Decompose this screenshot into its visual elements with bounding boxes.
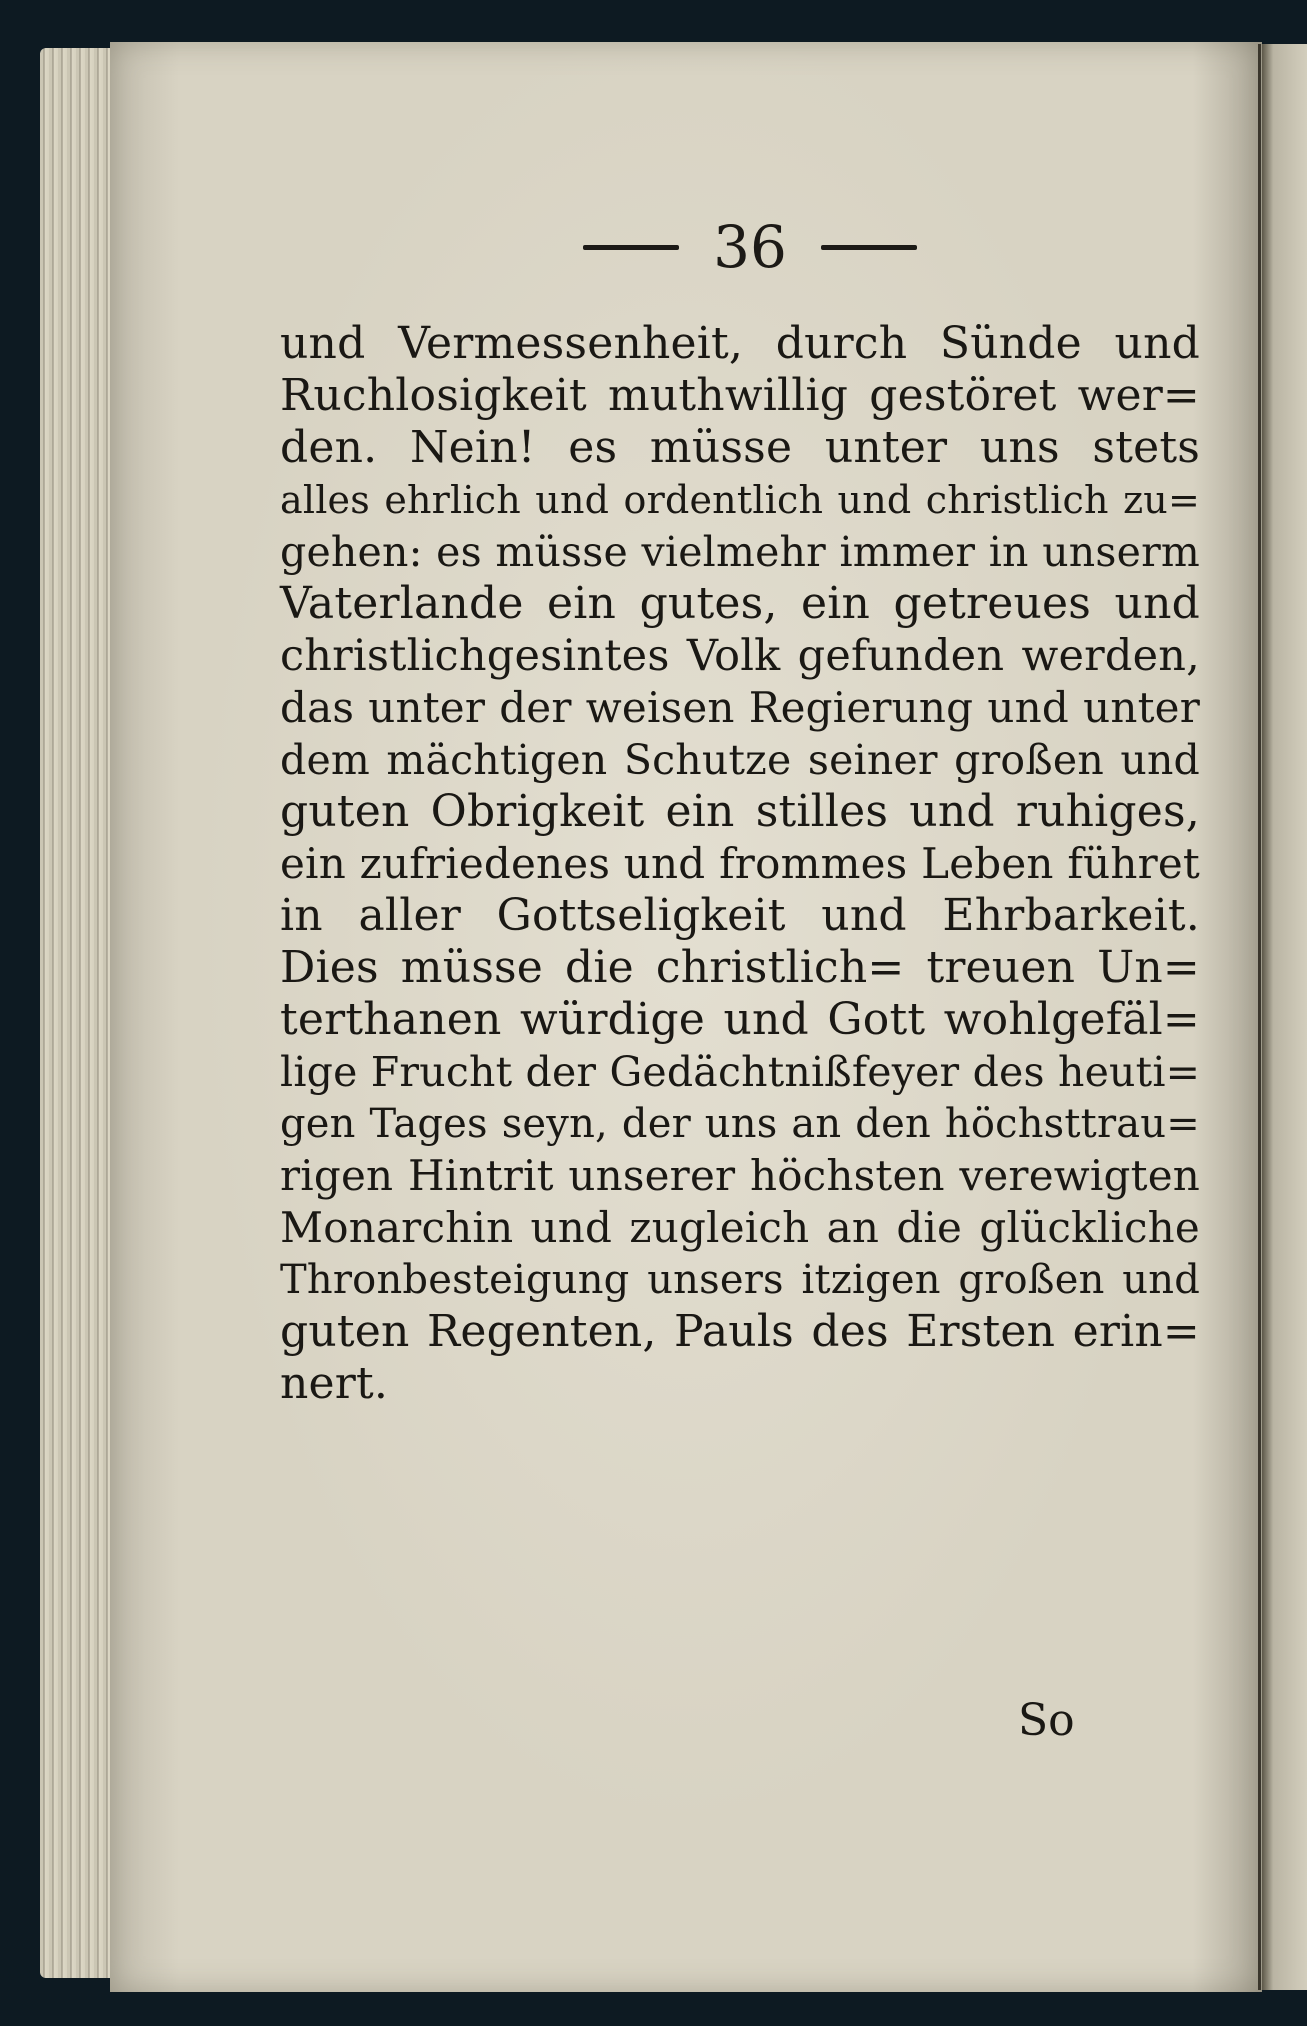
page-gutter <box>1258 44 1261 1990</box>
text-line: und Vermessenheit, durch Sünde und <box>280 318 1200 369</box>
text-line: Monarchin und zugleich an die glückliche <box>280 1203 1200 1252</box>
text-line: guten Obrigkeit ein stilles und ruhiges, <box>280 786 1200 837</box>
text-line: ein zufriedenes und frommes Leben führet <box>280 839 1200 888</box>
text-line: terthanen würdige und Gott wohlgefäl= <box>280 994 1200 1045</box>
text-line: in aller Gottseligkeit und Ehrbarkeit. <box>280 890 1200 941</box>
text-line: guten Regenten, Pauls des Ersten erin= <box>280 1306 1200 1357</box>
body-text <box>280 318 1200 1410</box>
text-line: nert. <box>280 1358 389 1409</box>
page-header <box>540 212 960 282</box>
header-rule-left <box>583 245 679 250</box>
text-line: alles ehrlich und ordentlich und christlich zu= <box>280 478 1200 522</box>
text-line: Dies müsse die christlich= treuen Un= <box>280 942 1200 993</box>
text-line: den. Nein! es müsse unter uns stets <box>280 422 1200 473</box>
facing-page-edge <box>1262 44 1307 1990</box>
text-line: rigen Hintrit unserer höchsten verewigten <box>280 1151 1200 1200</box>
catchword: So <box>1018 1695 1075 1746</box>
text-line: lige Frucht der Gedächtnißfeyer des heuti= <box>280 1048 1201 1096</box>
text-line: Ruchlosigkeit muthwillig gestöret wer= <box>280 370 1200 421</box>
text-line: das unter der weisen Regierung und unter <box>280 683 1200 732</box>
text-line: gen Tages seyn, der uns an den höchsttrau= <box>280 1101 1200 1147</box>
text-line: Thronbesteigung unsers itzigen großen und <box>280 1257 1200 1303</box>
text-line: Vaterlande ein gutes, ein getreues und <box>280 578 1200 629</box>
text-line: gehen: es müsse vielmehr immer in unserm <box>280 528 1200 576</box>
header-rule-right <box>821 245 917 250</box>
text-line: dem mächtigen Schutze seiner großen und <box>280 736 1200 784</box>
text-line: christlichgesintes Volk gefunden werden, <box>280 631 1200 681</box>
page-number: 36 <box>713 213 787 281</box>
